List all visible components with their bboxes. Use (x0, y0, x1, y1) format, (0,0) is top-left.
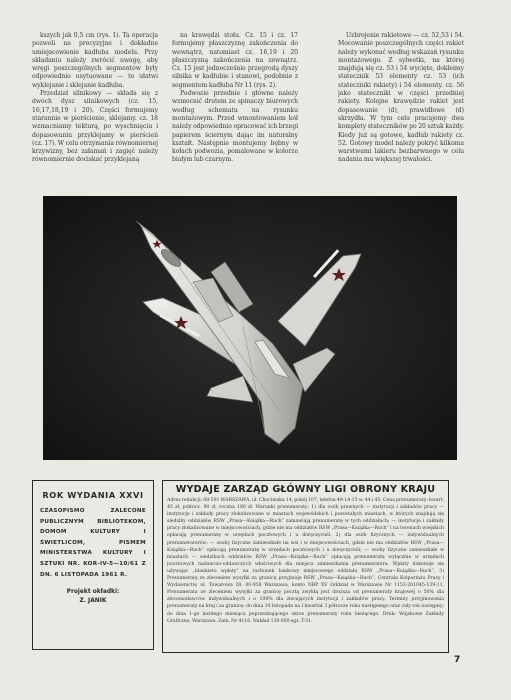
article-column-2 (172, 32, 298, 187)
col2-paragraph-2: Podwozie przednie i główne należy wzmocnić drutem ze spinaczy biurowych według schematu na rysunku montażowym. Przed wmontowaniem kół należy odpowiednio opracować ich brzegi papierem ściernym dając im naturalny kształt. Następnie montujemy bębny w kołach podwozia, pomalowane w kolorze białym lub czarnym. (172, 90, 298, 164)
volume-year-title: ROK WYDANIA XXVI (42, 490, 144, 500)
col1-paragraph-1: kszych jak 0,5 cm (rys. 1). Ta operacja pozwoli na precyzyjne i dokładne umiejscowienie kadłuba modelu. Przy składaniu należy zwrócić uwagę, aby wręgi poszczególnych segmentów były odpowiednio usytuowane — to ułatwi wyklejanie i sklejanie kadłuba. (32, 32, 158, 89)
subscription-terms-text: Adres redakcji: 00-591 WARSZAWA, ul. Chocimska 14, pokój 107, telefon 49-14-15 w. 44 i 45. Cena prenumeraty: kwart. 45 zł, półrocz. 90 zł, roczna 180 zł. Warunki prenumeraty: 1) dla osób prawnych — instytucji i zakładów pracy — instytucje i zakłady pracy zlokalizowane w miastach wojewódzkich i pozostałych miastach, w których znajdują się siedziby oddziałów RSW „Prasa—Książka—Ruch” zamawiają prenumeratę w tych oddziałach; — instytucje i zakłady pracy zlokalizowane w miejscowościach, gdzie nie ma oddziałów RSW „Prasa—Książka—Ruch” i na terenach wiejskich opłacają prenumeratę w urzędach pocztowych i u doręczycieli. 2) dla osób fizycznych — indywidualnych prenumeratorów: — osoby fizyczne zamieszkałe na wsi i w miejscowościach, gdzie nie ma oddziałów RSW „Prasa—Książka—Ruch” opłacają prenumeratę w urzędach pocztowych i u doręczycieli; — osoby fizyczne zamieszkałe w miastach — siedzibach oddziałów RSW „Prasa—Książka—Ruch” opłacają prenumeratę wyłącznie w urzędach pocztowych nadawczo-oddawczych właściwych dla miejsca zamieszkania prenumeratora. Wpłaty dokonuje się używając „blankietu wpłaty” na rachunek bankowy miejscowego oddziału RSW „Prasa—Książka—Ruch”. 3) Prenumeratę ze zleceniem wysyłki za granicę przyjmuje RSW „Prasa—Książka—Ruch”, Centrala Kolportażu Prasy i Wydawnictw, ul. Towarowa 28, 00-958 Warszawa, konto NBP XV Oddział w Warszawie Nr 1153-201045-139-11. Prenumerata ze zleceniem wysyłki za granicę pocztą zwykłą jest droższa od prenumeraty krajowej o 50% dla zleceniodawców indywidualnych i o 100% dla zlecających instytucji i zakładów pracy. Terminy przyjmowania prenumeraty na kraj i za granicę: do dnia 10 listopada na I kwartał, I półrocze roku następnego oraz cały rok następny; do dnia 1-go każdego miesiąca poprzedzającego okres prenumeraty roku bieżącego. Druk: Wojskowe Zakłady Graficzne, Warszawa. Zam. Nr 4116. Nakład 130 000 egz. T-31. (167, 498, 444, 624)
col3-paragraph-1: Uzbrojenie rakietowe — cz. 52,53 i 54. Mocowanie poszczególnych części rakiet należy wykonać według wskazań rysunku montażowego. Z sylwetki, na której znajdują się cz. 53 i 54 wycięte, dokleimy statecznik 53 elementy cz. 53 (ich stateczniki rakiety) i 54 elementy. cz. 56 jako stateczniki w części przedniej rakiety. Kolejne krawędzie rakiet jest dopasowanie (d), prawidłowe (d) skrzydła. W tym celu pracujemy dwa komplety stateczników po 20 sztuk każdy. Kiedy już są gotowe, kadłub rakiety cz. 52. Gotowy model należy pokryć kilkoma warstwami lakieru bezbarwnego w celu nadania mu większej trwałości. (338, 32, 464, 164)
col1-paragraph-2: Przedział silnikowy — składa się z dwóch dysz silnikowych (cz. 15, 16,17,18,19 i 20). Części formujemy starannie w pierścienie, sklejamy. cz. 18 wzmacniamy tekturą, po wyschnięciu i dopasowaniu przyklejamy w pierścień (cz. 17). W celu otrzymania równomiernej krzywizny, bez załamań i zagięć należy równomiernie dociskać przyklejaną (32, 90, 158, 164)
publisher-imprint-box (162, 480, 449, 653)
page-number: 7 (454, 655, 461, 665)
cover-designer-name: Z. JANIK (79, 598, 107, 605)
recommendation-text: CZASOPISMO ZALECONE PUBLICZNYM BIBLIOTEKOM, DOMOM KULTURY I ŚWIETLICOM, PISMEM MINISTERSTWA KULTURY I SZTUKI NR. KOR-IV-5—10/61 Z DN. 6 LISTOPADA 1961 R. (40, 508, 146, 578)
col2-paragraph-1: na krawędzi stołu. Cz. 15 i cz. 17 formujemy płaszczyznę zakończenia do wewnątrz, natomiast cz. 16,19 i 20 płaszczyzną zakończenia na zewnątrz. Cz. 15 jest jednocześnie przegrodą dyszy silnika w kadłubie i stanowi, podobnie z segmentem kadłuba Nr 11 (rys. 2). (172, 32, 298, 89)
cover-design-label: Projekt okładki: (66, 589, 120, 596)
publisher-title: WYDAJE ZARZĄD GŁÓWNY LIGI OBRONY KRAJU (175, 484, 436, 495)
aircraft-illustration (43, 196, 457, 460)
article-column-1 (32, 32, 158, 187)
article-column-3 (338, 32, 464, 187)
publication-info-box (32, 480, 154, 650)
aircraft-model-photo (43, 196, 457, 460)
